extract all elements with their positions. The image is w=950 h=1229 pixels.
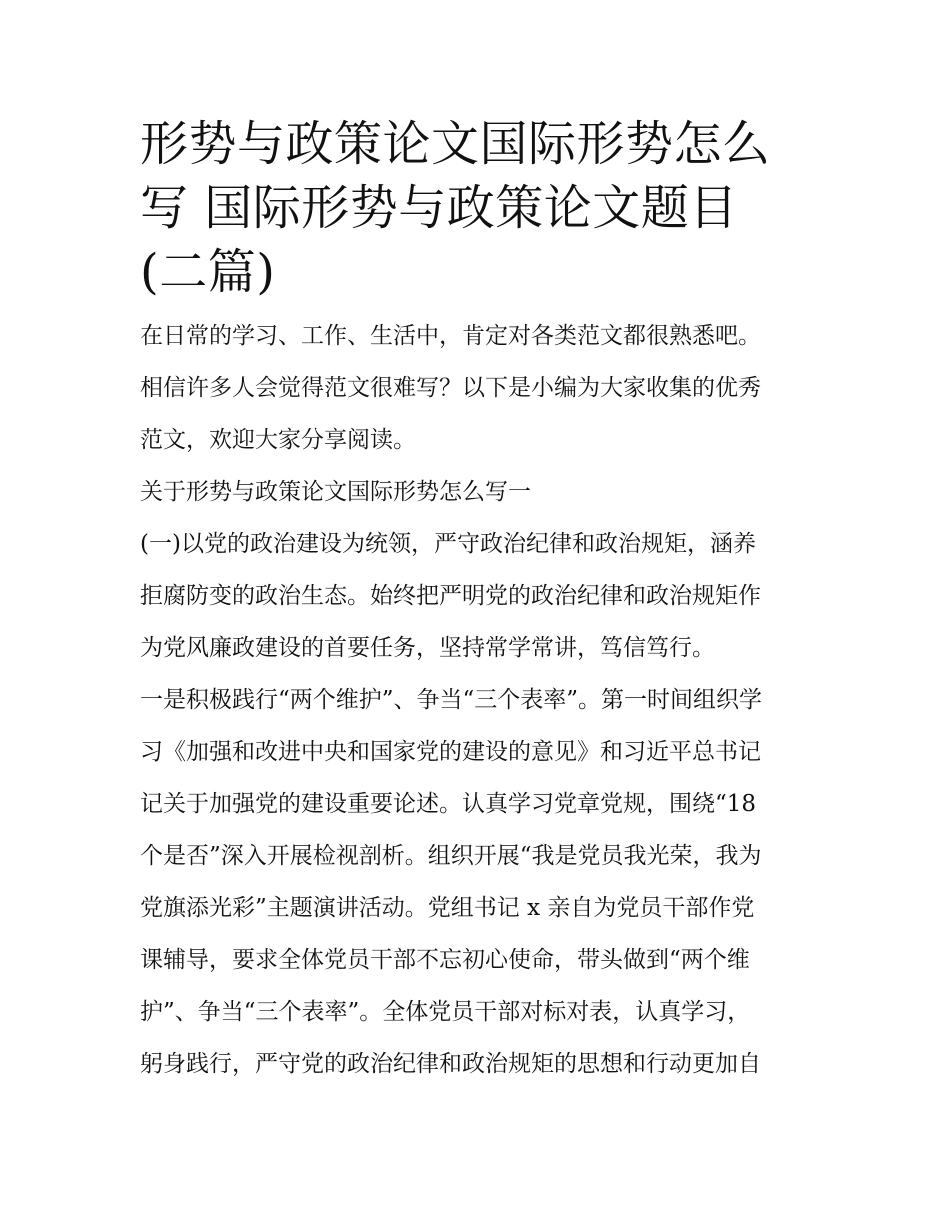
text-line: 拒腐防变的政治生态。始终把严明党的政治纪律和政治规矩作 xyxy=(140,583,761,609)
text-line: 一是积极践行“两个维护”、争当“三个表率”。第一时间组织学 xyxy=(140,687,763,713)
body-paragraph xyxy=(140,674,820,1090)
title-line: 写 国际形势与政策论文题目 xyxy=(140,180,738,236)
body-paragraph xyxy=(140,518,820,674)
text-line: 护”、争当“三个表率”。全体党员干部对标对表，认真学习， xyxy=(140,999,751,1025)
section-heading xyxy=(140,466,820,518)
text-line: 党旗添光彩”主题演讲活动。党组书记 x 亲自为党员干部作党 xyxy=(140,895,755,921)
text-line: 在日常的学习、工作、生活中，肯定对各类范文都很熟悉吧。 xyxy=(140,323,761,349)
title-line: 形势与政策论文国际形势怎么 xyxy=(140,116,771,172)
text-line: (一)以党的政治建设为统领，严守政治纪律和政治规矩，涵养 xyxy=(140,531,756,557)
text-line: 相信许多人会觉得范文很难写？以下是小编为大家收集的优秀 xyxy=(140,375,761,401)
document-body xyxy=(140,310,820,1090)
text-line: 关于形势与政策论文国际形势怎么写一 xyxy=(140,479,531,505)
text-line: 课辅导，要求全体党员干部不忘初心使命，带头做到“两个维 xyxy=(140,947,750,973)
text-line: 记关于加强党的建设重要论述。认真学习党章党规，围绕“18 xyxy=(140,791,757,817)
document-content xyxy=(140,112,820,1090)
text-line: 习《加强和改进中央和国家党的建设的意见》和习近平总书记 xyxy=(140,739,761,765)
text-line: 为党风廉政建设的首要任务，坚持常学常讲，笃信笃行。 xyxy=(140,635,715,661)
intro-paragraph xyxy=(140,310,820,466)
text-line: 躬身践行，严守党的政治纪律和政治规矩的思想和行动更加自 xyxy=(140,1051,761,1077)
text-line: 个是否”深入开展检视剖析。组织开展“我是党员我光荣，我为 xyxy=(140,843,762,869)
text-line: 范文，欢迎大家分享阅读。 xyxy=(140,427,416,453)
title-line: (二篇) xyxy=(140,244,276,300)
document-title xyxy=(140,112,820,304)
